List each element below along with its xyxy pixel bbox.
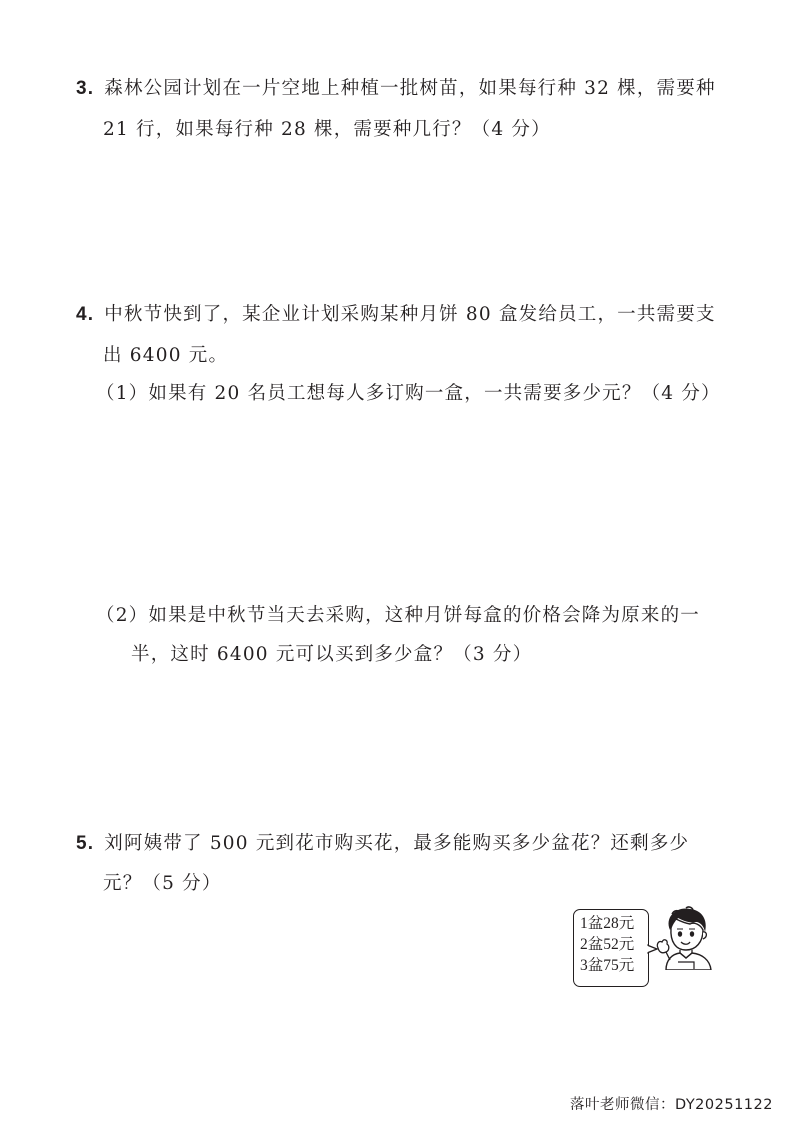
- question-text-line: 21 行，如果每行种 28 棵，需要种几行？（4 分）: [103, 119, 551, 140]
- question-3: [76, 74, 716, 100]
- child-cartoon-icon: [650, 904, 716, 970]
- question-4: [76, 300, 716, 326]
- question-number: 4.: [76, 304, 95, 325]
- question-text-line: 出 6400 元。: [103, 345, 229, 366]
- price-line: 1盆28元: [580, 915, 635, 932]
- question-text-line: 刘阿姨带了 500 元到花市购买花，最多能购买多少盆花？还剩多少: [104, 833, 690, 854]
- subquestion-1: （1）如果有 20 名员工想每人多订购一盒，一共需要多少元？（4 分）: [96, 383, 721, 404]
- question-text-line: 元？（5 分）: [103, 873, 222, 894]
- price-list-bubble: [573, 909, 649, 987]
- subquestion-2-continuation: 半，这时 6400 元可以买到多少盒？（3 分）: [131, 644, 533, 665]
- subquestion-2: （2）如果是中秋节当天去采购，这种月饼每盒的价格会降为原来的一: [96, 605, 700, 626]
- question-5: [76, 829, 689, 855]
- price-line: 3盆75元: [580, 957, 635, 974]
- question-text-line: 中秋节快到了，某企业计划采购某种月饼 80 盒发给员工，一共需要支: [104, 304, 716, 325]
- question-number: 5.: [76, 833, 95, 854]
- question-number: 3.: [76, 78, 95, 99]
- footer-watermark: 落叶老师微信：DY20251122: [569, 1097, 773, 1113]
- price-line: 2盆52元: [580, 936, 635, 953]
- question-text-line: 森林公园计划在一片空地上种植一批树苗，如果每行种 32 棵，需要种: [104, 78, 716, 99]
